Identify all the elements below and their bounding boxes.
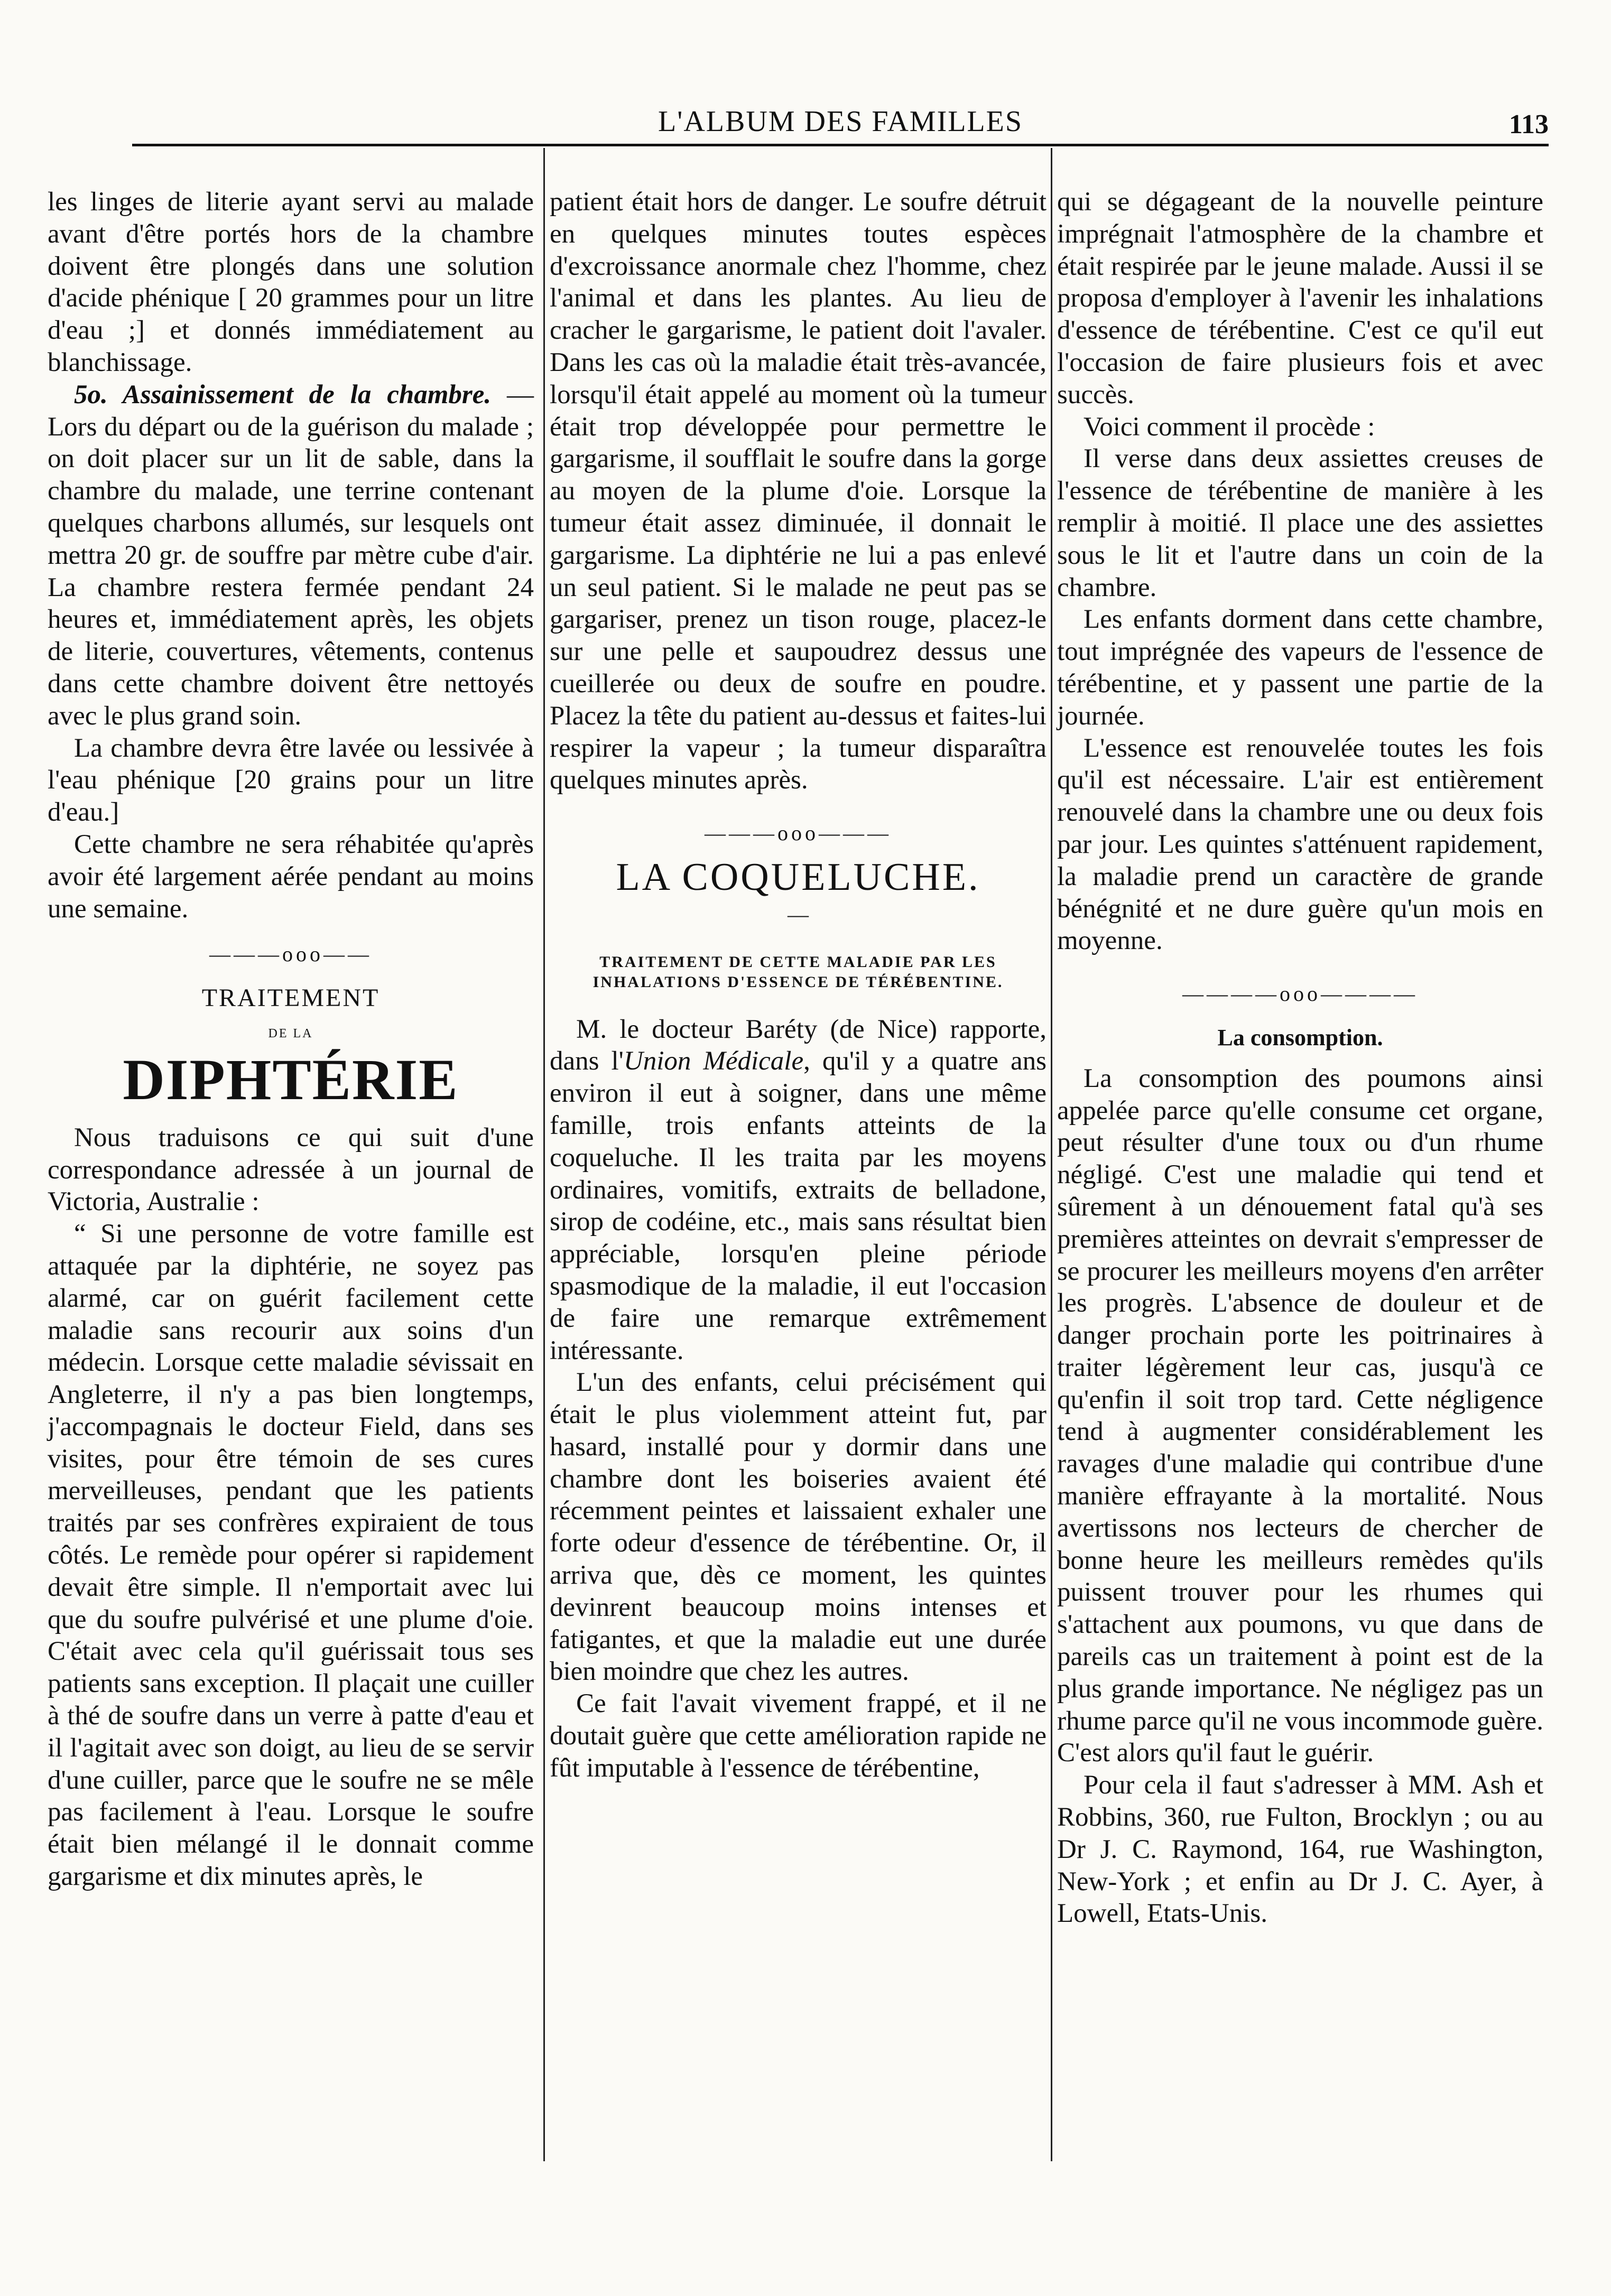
article-title: La consomption. <box>1217 1024 1383 1051</box>
article-title-line: TRAITEMENT <box>201 984 380 1012</box>
header-rule <box>132 144 1549 146</box>
paragraph: Il verse dans deux assiettes creuses de l'essence de térébentine de manière à les remplir à moitié. Il place une des assiettes sous le lit et l'autre dans un coin de la chambre. <box>1057 444 1543 602</box>
paragraph: L'un des enfants, celui précisément qui était le plus violemment atteint fut, par hasard, installé pour y dormir dans une chambre dont les boiseries avaient été récemment peintes et laissaient exhaler une forte odeur d'essence de térébentine. Or, il arriva que, dès ce moment, les quintes devinrent beaucoup moins intenses et fatigantes, et que la maladie eut une durée bien moindre que chez les autres. <box>550 1368 1047 1687</box>
journal-name: Union Médicale <box>623 1046 804 1076</box>
paragraph: Les enfants dorment dans cette chambre, tout imprégnée des vapeurs de l'essence de térébentine, et y passent une partie de la journée. <box>1057 605 1543 731</box>
column-2 <box>550 186 1047 1784</box>
paragraph: La chambre devra être lavée ou lessivée à l'eau phénique [20 grains pour un litre d'eau.] <box>48 733 534 828</box>
paragraph: Ce fait l'avait vivement frappé, et il ne doutait guère que cette amélioration rapide ne fût imputable à l'essence de térébentine, <box>550 1689 1047 1783</box>
paragraph <box>550 1014 1047 1367</box>
paragraph: Nous traduisons ce qui suit d'une correspondance adressée à un journal de Victoria, Australie : <box>48 1122 534 1217</box>
paragraph: Voici comment il procède : <box>1084 412 1375 442</box>
paragraph: Pour cela il faut s'adresser à MM. Ash et Robbins, 360, rue Fulton, Brocklyn ; ou au Dr J. C. Raymond, 164, rue Washington, New-York ; et enfin au Dr J. C. Ayer, à Lowell, Etats-Unis. <box>1057 1770 1543 1929</box>
page-number: 113 <box>1508 109 1549 140</box>
column-divider <box>1051 148 1052 2161</box>
paragraph-text: , qu'il y a quatre ans environ il eut à soigner, dans une même famille, trois enfants atteints de la coqueluche. Il les traita par les moyens ordinaires, vomitifs, extraits de belladone, sirop de codéine, etc., mais sans résultat bien appréciable, lorsqu'en pleine période spasmodique de la maladie, il eut l'occasion de faire une remarque extrêmement intéressante. <box>550 1046 1047 1365</box>
paragraph: Cette chambre ne sera réhabitée qu'après avoir été largement aérée pendant au moins une semaine. <box>48 829 534 924</box>
paragraph: qui se dégageant de la nouvelle peinture imprégnait l'atmosphère de la chambre et était respirée par le jeune malade. Aussi il se proposa d'employer à l'avenir les inhalations d'essence de térébentine. C'est ce qu'il eut l'occasion de faire plusieurs fois et avec succès. <box>1057 187 1543 410</box>
page-header <box>132 99 1549 140</box>
paragraph: L'essence est renouvelée toutes les fois qu'il est nécessaire. L'air est entièrement renouvelé dans la chambre une ou deux fois par jour. Les quintes s'atténuent rapidement, la maladie prend un caractère de grande bénégnité et ne dure guère qu'un mois en moyenne. <box>1057 733 1543 956</box>
article-title: DIPHTÉRIE <box>123 1047 459 1112</box>
article-title-line: DE LA <box>268 1026 313 1040</box>
separator: — <box>788 902 809 926</box>
paragraph <box>48 379 534 732</box>
section-title: 5o. Assainissement de la chambre. <box>74 379 492 410</box>
separator: ————ooo———— <box>1182 982 1418 1006</box>
running-title: L'ALBUM DES FAMILLES <box>658 105 1023 138</box>
paragraph: “ Si une personne de votre famille est attaquée par la diphtérie, ne soyez pas alarmé, car on guérit facilement cette maladie sans recourir aux soins d'un médecin. Lorsque cette maladie sévissait en Angleterre, il n'y a pas bien longtemps, j'accompagnais le docteur Field, dans ses visites, pour être témoin de ses cures merveilleuses, pendant que les patients traités par ses confrères expiraient de tous côtés. Le remède pour opérer si rapidement devait être simple. Il n'emportait avec lui que du soufre pulvérisé et une plume d'oie. C'était avec cela qu'il guérissait tous ses patients sans exception. Il plaçait une cuiller à thé de soufre dans un verre à patte d'eau et il l'agitait avec son doigt, au lieu de se servir d'une cuiller, parce que le soufre ne se mêle pas facilement à l'eau. Lorsque le soufre était bien mélangé il le donnait comme gargarisme et dix minutes après, le <box>48 1219 534 1892</box>
separator: ———ooo——— <box>705 821 892 845</box>
article-subtitle: TRAITEMENT DE CETTE MALADIE PAR LES INHALATIONS D'ESSENCE DE TÉRÉBENTINE. <box>592 953 1004 991</box>
column-divider <box>543 148 545 2161</box>
paragraph: les linges de literie ayant servi au malade avant d'être portés hors de la chambre doivent être plongés dans une solution d'acide phénique [ 20 grammes pour un litre d'eau ;] et donnés immédiatement au blanchissage. <box>48 187 534 377</box>
column-3 <box>1057 186 1543 1930</box>
paragraph-text: M. le docteur Baréty (de Nice) rapporte, dans l' <box>550 1014 1047 1076</box>
paragraph-text: —Lors du départ ou de la guérison du malade ; on doit placer sur un lit de sable, dans la chambre du malade, une terrine contenant quelques charbons allumés, sur lesquels ont mettra 20 gr. de souffre par mètre cube d'air. La chambre restera fermée pendant 24 heures et, immédiatement après, les objets de literie, couvertures, vêtements, contenus dans cette chambre doivent être nettoyés avec le plus grand soin. <box>48 379 534 731</box>
column-1 <box>48 186 534 1893</box>
article-title: LA COQUELUCHE. <box>616 855 980 899</box>
separator: ———ooo—— <box>209 942 372 966</box>
paragraph: patient était hors de danger. Le soufre détruit en quelques minutes toutes espèces d'excroissance anormale chez l'homme, chez l'animal et dans les plantes. Au lieu de cracher le gargarisme, le patient doit l'avaler. Dans les cas où la maladie était très-avancée, lorsqu'il était appelé au moment où la tumeur était trop développée pour permettre le gargarisme, il soufflait le soufre dans la gorge au moyen de la plume d'oie. Lorsque la tumeur était assez diminuée, il donnait le gargarisme. La diphtérie ne lui a pas enlevé un seul patient. Si le malade ne peut pas se gargariser, prenez un tison rouge, placez-le sur une pelle et saupoudrez dessus une cueillerée ou deux de soufre en poudre. Placez la tête du patient au-dessus et faites-lui respirer la vapeur ; la tumeur disparaîtra quelques minutes après. <box>550 187 1047 795</box>
paragraph: La consomption des poumons ainsi appelée parce qu'elle consume cet organe, peut résulter d'une toux ou d'un rhume négligé. C'est une maladie qui tend et sûrement à un dénouement fatal qu'à ses premières atteintes on devrait s'empresser de se procurer les meilleurs moyens d'en arrêter les progrès. L'absence de douleur et de danger prochain porte les poitrinaires à traiter légèrement leur cas, jusqu'à ce qu'enfin il soit trop tard. Cette négligence tend à augmenter considérablement les ravages d'une maladie qui contribue d'une manière effrayante à la mortalité. Nous avertissons nos lecteurs de chercher de bonne heure les meilleurs remèdes qu'ils puissent trouver pour les rhumes qui s'attachent aux poumons, vu que dans de pareils cas un traitement à point est de la plus grande importance. Ne négligez pas un rhume parce qu'il ne vous incommode guère. C'est alors qu'il faut le guérir. <box>1057 1063 1543 1768</box>
